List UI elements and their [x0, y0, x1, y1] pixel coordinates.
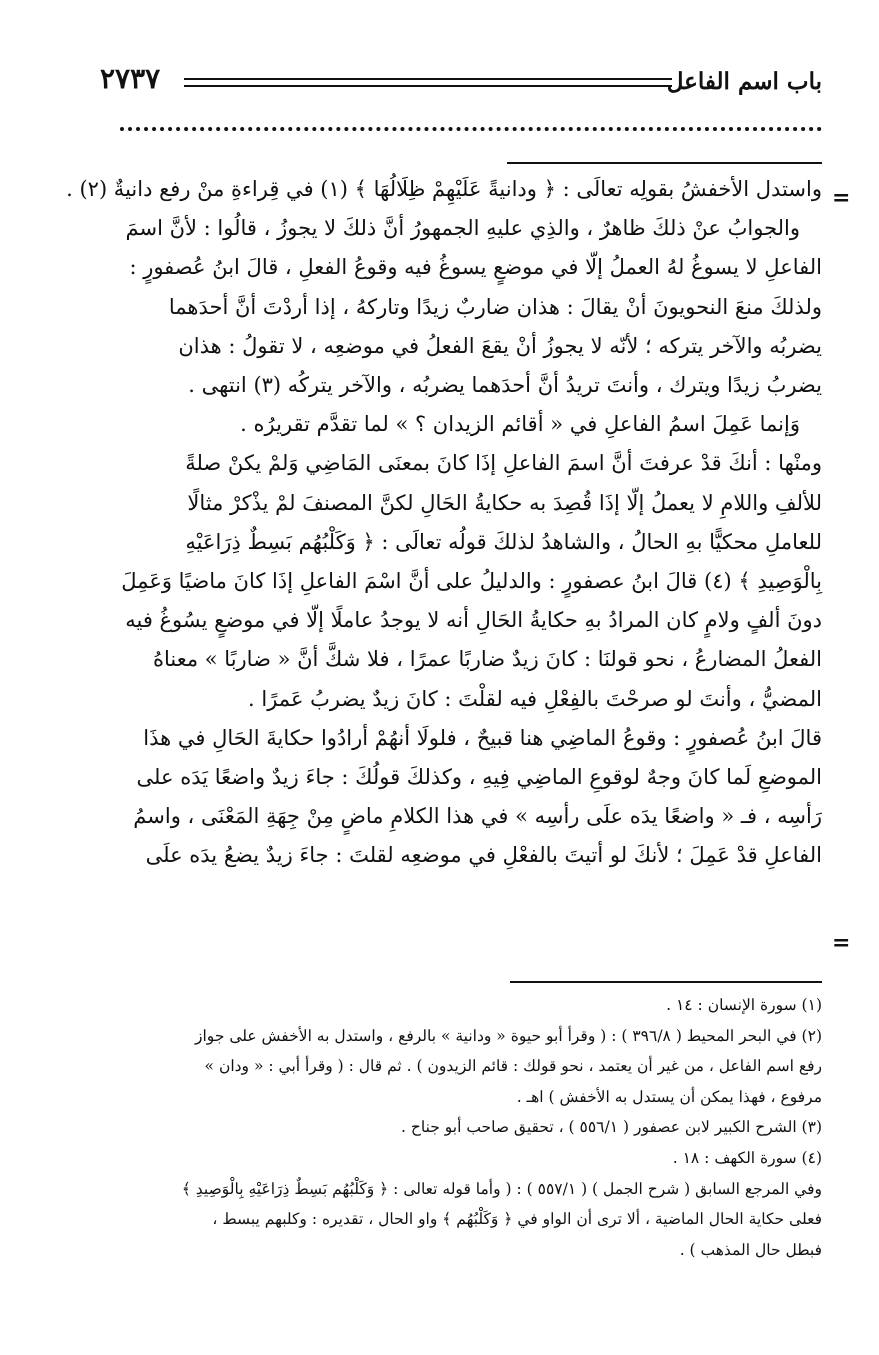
header-double-rule	[184, 78, 672, 87]
text-line: واستدل الأخفشُ بقولِه تعالَى : ﴿ ودانيةً عَلَيْهِمْ ظِلَالُهَا ﴾ (١) في قِراءةِ منْ رفع دانيةٌ (٢) .	[66, 177, 822, 201]
footnote-line: وفي المرجع السابق ( شرح الجمل ) ( ٥٥٧/١ ) : ( وأما قوله تعالى : ﴿ وَكَلْبُهُم بَسِطٌ ذِرَاعَيْهِ بِالْوَصِيدِ ﴾	[181, 1179, 822, 1198]
continuation-mark-top: =	[832, 185, 851, 211]
footnote-line: فعلى حكاية الحال الماضية ، ألا ترى أن الواو في ﴿ وَكَلْبُهُم ﴾ واو الحال ، تقديره : وكلبهم يبسط ،	[212, 1210, 822, 1229]
chapter-title: باب اسم الفاعل	[666, 68, 822, 95]
text-line: الفعلُ المضارعُ ، نحو قولنَا : كانَ زيدٌ ضاربًا عمرًا ، فلا شكَّ أنَّ « ضاربًا » معناهُ	[152, 647, 822, 672]
footnote-line: (٤) سورة الكهف : ١٨ .	[672, 1148, 822, 1167]
text-line: يضربُ زيدًا ويترك ، وأنتَ تريدُ أنَّ أحدَهما يضربُه ، والآخر يتركُه (٣) انتهى .	[188, 373, 822, 398]
running-header	[100, 62, 822, 102]
footnote-separator	[510, 981, 822, 983]
text-line: للألفِ واللامِ لا يعملُ إلّا إذَا قُصِدَ به حكايةُ الحَالِ لكنَّ المصنفَ لمْ يذْكرْ مثالًا	[187, 490, 822, 515]
continuation-mark-bottom: =	[832, 930, 851, 956]
dotted-separator	[120, 127, 822, 145]
footnote-line: (٣) الشرح الكبير لابن عصفور ( ٥٥٦/١ ) ، تحقيق صاحب أبو جناح .	[401, 1118, 822, 1137]
text-line: وَإنما عَمِلَ اسمُ الفاعلِ في « أقائم الزيدان ؟ » لما تقدَّم تقريرُه .	[240, 412, 800, 437]
text-line: والجوابُ عنْ ذلكَ ظاهرٌ ، والذِي عليهِ الجمهورُ أنَّ ذلكَ لا يجوزُ ، قالُوا : لأنَّ اسمَ	[125, 216, 800, 241]
footnote-line: فبطل حال المذهب ) .	[679, 1240, 822, 1259]
text-line: للعاملِ محكيًّا بهِ الحالُ ، والشاهدُ لذلكَ قولُه تعالَى : ﴿ وَكَلْبُهُم بَسِطٌ ذِرَاعَيْهِ	[185, 529, 822, 554]
text-top-rule	[507, 162, 822, 164]
main-text	[66, 170, 822, 876]
text-line: رَأسِه ، فـ « واضعًا يدَه علَى رأسِه » في هذا الكلامِ ماضٍ مِنْ جِهَةِ المَعْنَى ، واسمُ	[133, 804, 822, 829]
text-line: ومنْها : أنكَ قدْ عرفتَ أنَّ اسمَ الفاعلِ إذَا كانَ بمعنَى المَاضِي وَلمْ يكنْ صلةً	[185, 451, 822, 476]
text-line: الفاعلِ لا يسوغُ لهُ العملُ إلّا في موضعٍ يسوغُ فيه وقوعُ الفعلِ ، قالَ ابنُ عُصفورٍ :	[129, 255, 822, 280]
text-line: الموضعِ لَما كانَ وجهٌ لوقوعِ الماضِي فِيهِ ، وكذلكَ قولُكَ : جاءَ زيدٌ واضعًا يَدَه على	[136, 765, 822, 790]
footnote-line: (١) سورة الإنسان : ١٤ .	[666, 996, 822, 1014]
footnotes	[100, 990, 822, 1265]
text-line: بِالْوَصِيدِ ﴾ (٤) قالَ ابنُ عصفورٍ : والدليلُ على أنَّ اسْمَ الفاعلِ إذَا كانَ ماضيًا وَعَمِلَ	[121, 569, 822, 594]
text-line: يضربُه والآخر يتركه ؛ لأنّه لا يجوزُ أنْ يقعَ الفعلُ في موضعِه ، لا تقولُ : هذان	[178, 333, 822, 358]
text-line: ولذلكَ منعَ النحويونَ أنْ يقالَ : هذان ضاربٌ زيدًا وتاركهُ ، إذا أردْتَ أنَّ أحدَهما	[168, 294, 822, 319]
footnote-line: رفع اسم الفاعل ، من غير أن يعتمد ، نحو قولك : قائم الزيدون ) . ثم قال : ( وقرأ أبي : « ودان »	[204, 1057, 822, 1076]
page-number: ٢٧٣٧	[100, 62, 161, 95]
text-line: دونَ ألفٍ ولامٍ كان المرادُ بهِ حكايةُ الحَالِ أنه لا يوجدُ عاملًا إلّا في موضعٍ يسُوغُ فيه	[125, 608, 822, 633]
footnote-line: (٢) في البحر المحيط ( ٣٩٦/٨ ) : ( وقرأ أبو حيوة « ودانية » بالرفع ، واستدل به الأخفش على جواز	[195, 1026, 822, 1045]
text-line: قالَ ابنُ عُصفورٍ : وقوعُ الماضِي هنا قبيحٌ ، فلولَا أنهُمْ أرادُوا حكايةَ الحَالِ في هذَا	[143, 725, 822, 750]
text-line: المضيُّ ، وأنتَ لو صرحْتَ بالفِعْلِ فيه لقلْتَ : كانَ زيدٌ يضربُ عَمرًا .	[248, 686, 822, 711]
text-line: الفاعلِ قدْ عَمِلَ ؛ لأنكَ لو أتيتَ بالفعْلِ في موضعِه لقلتَ : جاءَ زيدٌ يضعُ يدَه علَى	[145, 843, 822, 868]
footnote-line: مرفوع ، فهذا يمكن أن يستدل به الأخفش ) اهـ .	[516, 1087, 822, 1106]
